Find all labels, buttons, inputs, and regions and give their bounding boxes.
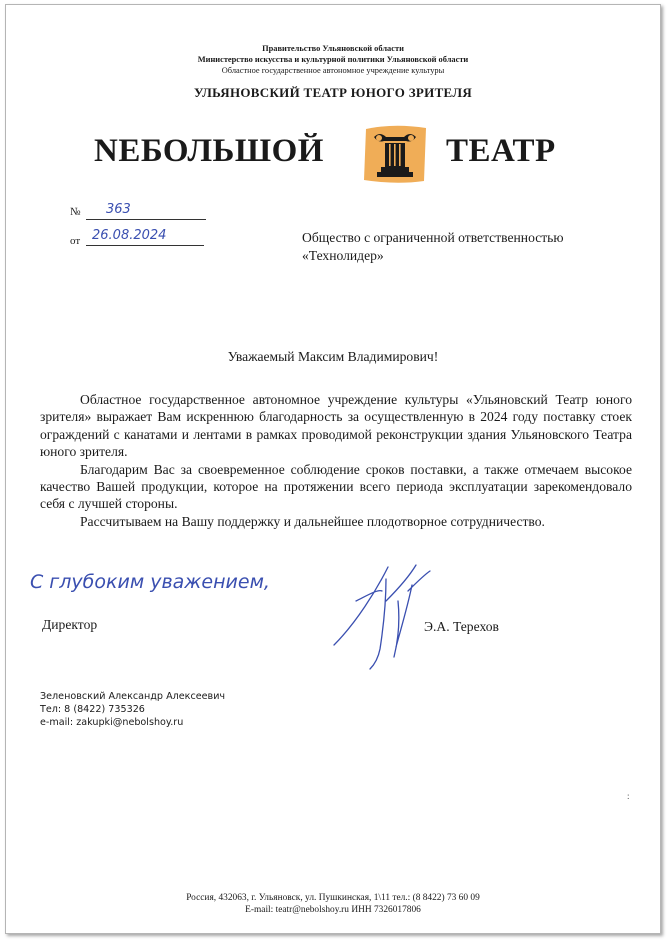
letter-body [40, 391, 632, 530]
signer-name: Э.А. Терехов [424, 619, 499, 634]
contact-phone: Тел: 8 (8422) 735326 [40, 704, 145, 715]
footer-address: Россия, 432063, г. Ульяновск, ул. Пушкинская, 1\11 тел.: (8 8422) 73 60 09 [186, 893, 480, 903]
gov-line-3: Областное государственное автономное учреждение культуры [221, 66, 445, 75]
signature-icon [326, 561, 446, 671]
logo-text-right: ТЕАТР [446, 133, 556, 169]
recipient-line-2: «Технолидер» [302, 248, 384, 263]
logo-text-left: NЕБОЛЬШОЙ [94, 133, 324, 169]
footer-contacts: E-mail: teatr@nebolshoy.ru ИНН 7326017806 [245, 905, 421, 915]
date-label: от [70, 235, 81, 247]
contact-email: e-mail: zakupki@nebolshoy.ru [40, 717, 184, 728]
letter-date: 26.08.2024 [92, 228, 167, 243]
paragraph-3: Рассчитываем на Вашу поддержку и дальнейшее плодотворное сотрудничество. [80, 513, 545, 529]
gov-line-2: Министерство искусства и культурной политики Ульяновской области [197, 55, 469, 64]
paragraph-2: Благодарим Вас за своевременное соблюдение сроков поставки, а также отмечаем высокое качество Вашей продукции, которое на протяжении всего периода эксплуатации зарекомендовало себя с лучшей стороны. [40, 461, 632, 512]
paragraph-1: Областное государственное автономное учреждение культуры «Ульяновский Театр юного зрителя» выражает Вам искреннюю благодарность за осуществленную в 2024 году поставку стоек ограждений с канатами и лентами в рамках проводимой реконструкции здания Ульяновского Театра юного зрителя. [40, 392, 632, 460]
director-title: Директор [42, 617, 98, 632]
handwritten-regards: С глубоким уважением, [30, 571, 270, 593]
date-underline [86, 245, 204, 246]
number-underline [86, 219, 206, 220]
gov-line-1: Правительство Ульяновской области [262, 44, 404, 53]
letter-number: 363 [106, 202, 131, 217]
letter-page [5, 4, 661, 934]
number-label: № [70, 206, 81, 218]
theater-name: УЛЬЯНОВСКИЙ ТЕАТР ЮНОГО ЗРИТЕЛЯ [193, 85, 473, 100]
contact-name: Зеленовский Александр Алексеевич [40, 691, 226, 702]
scan-mark: : [627, 791, 630, 801]
recipient-line-1: Общество с ограниченной ответственностью [302, 230, 564, 245]
theater-column-logo-icon [360, 123, 430, 185]
greeting: Уважаемый Максим Владимирович! [227, 349, 439, 364]
